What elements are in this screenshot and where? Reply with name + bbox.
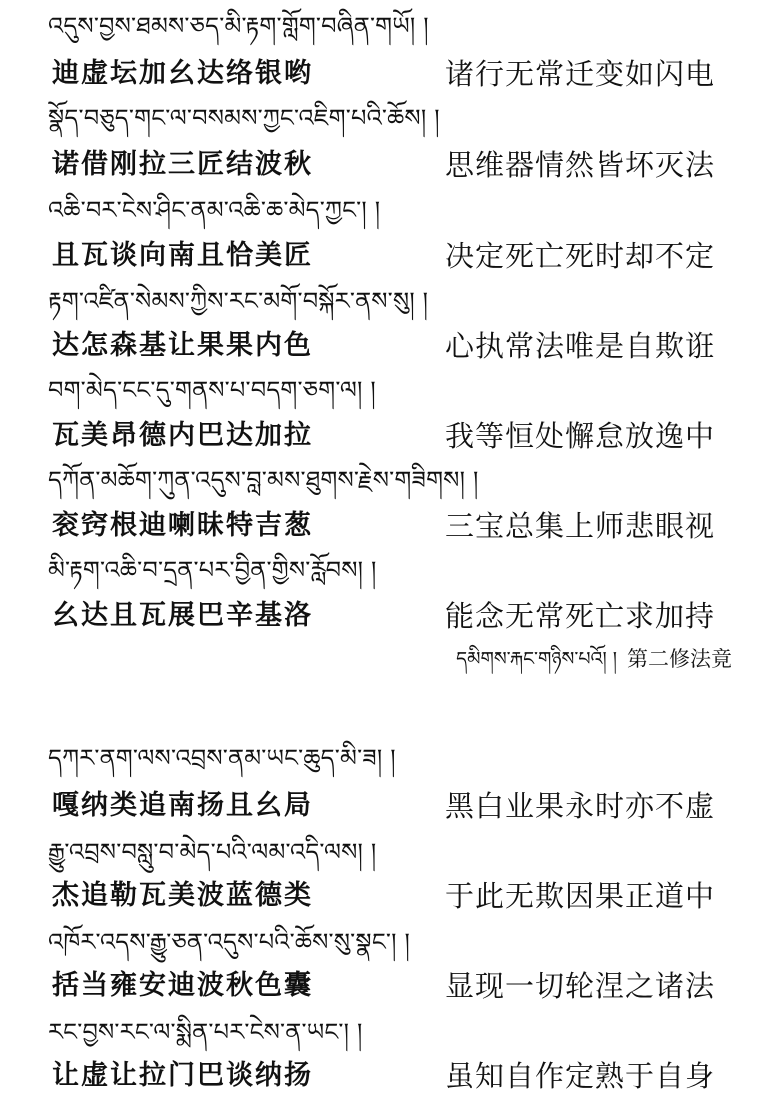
chinese-translation-line: 诸行无常迁变如闪电 <box>445 57 716 91</box>
chinese-translation-line: 三宝总集上师悲眼视 <box>445 509 716 543</box>
tibetan-verse-line: རྟག་འཛིན་སེམས་ཀྱིས་རང་མགོ་བསྐོར་ནས་སུ། ། <box>48 287 429 315</box>
tibetan-verse-line: འདུས་བྱས་ཐམས་ཅད་མི་རྟག་གློག་བཞིན་གཡོ། ། <box>48 12 429 40</box>
chinese-transliteration-line: 括当雍安迪波秋色囊 <box>52 970 313 1001</box>
section-end-heading <box>456 642 732 676</box>
chinese-transliteration-line: 杰追勒瓦美波蓝德类 <box>52 880 313 911</box>
chinese-transliteration-line: 且瓦谈向南且恰美匠 <box>52 240 313 271</box>
chinese-translation-line: 我等恒处懈怠放逸中 <box>445 419 716 453</box>
tibetan-verse-line: རྒྱུ་འབྲས་བསླུ་བ་མེད་པའི་ལམ་འདི་ལས། ། <box>48 838 377 866</box>
chinese-translation-line: 虽知自作定熟于自身 <box>445 1059 716 1093</box>
tibetan-verse-line: མི་རྟག་འཆི་བ་དྲན་པར་བྱིན་གྱིས་རློབས། ། <box>48 556 377 584</box>
tibetan-verse-line: སྣོད་བཅུད་གང་ལ་བསམས་ཀྱང་འཇིག་པའི་ཆོས། ། <box>48 104 440 132</box>
chinese-transliteration-line: 诺借刚拉三匠结波秋 <box>52 149 313 180</box>
tibetan-verse-line: བག་མེད་ངང་དུ་གནས་པ་བདག་ཅག་ལ། ། <box>48 376 376 404</box>
chinese-translation-line: 黑白业果永时亦不虚 <box>445 789 716 823</box>
tibetan-verse-line: འཁོར་འདས་རྒྱུ་ཅན་འདུས་པའི་ཆོས་སུ་སྣང་། ། <box>48 928 410 956</box>
chinese-transliteration-line: 达怎森基让果果内色 <box>52 330 313 361</box>
chinese-transliteration-line: 幺达且瓦展巴辛基洛 <box>52 600 313 631</box>
tibetan-verse-line: དཀར་ནག་ལས་འབྲས་ནམ་ཡང་ཆུད་མི་ཟ། ། <box>48 744 396 772</box>
chinese-translation-line: 心执常法唯是自欺诳 <box>445 329 716 363</box>
chinese-transliteration-line: 让虚让拉门巴谈纳扬 <box>52 1060 313 1091</box>
chinese-translation-line: 能念无常死亡求加持 <box>445 599 716 633</box>
chinese-transliteration-line: 迪虚坛加幺达络银哟 <box>52 58 313 89</box>
chinese-translation-line: 显现一切轮涅之诸法 <box>445 969 716 1003</box>
chinese-translation-line: 于此无欺因果正道中 <box>445 879 716 913</box>
section-end-chinese: 第二修法竟 <box>627 647 732 671</box>
chinese-transliteration-line: 瓦美昂德内巴达加拉 <box>52 420 313 451</box>
tibetan-verse-line: རང་བྱས་རང་ལ་སྨིན་པར་ངེས་ན་ཡང་། ། <box>48 1018 363 1046</box>
section-end-tibetan: དམིགས་རྐང་གཉིས་པའོ། ། <box>456 648 617 670</box>
chinese-transliteration-line: 嘎纳类追南扬且幺局 <box>52 790 313 821</box>
chinese-translation-line: 思维器情然皆坏灭法 <box>445 148 716 182</box>
chinese-translation-line: 决定死亡死时却不定 <box>445 239 716 273</box>
tibetan-verse-line: འཆི་བར་ངེས་ཤིང་ནམ་འཆི་ཆ་མེད་ཀྱང་། ། <box>48 196 381 224</box>
chinese-transliteration-line: 衮窍根迪喇昧特吉葱 <box>52 510 313 541</box>
tibetan-verse-line: དཀོན་མཆོག་ཀུན་འདུས་བླ་མས་ཐུགས་རྗེས་གཟིགས། ། <box>48 466 479 494</box>
